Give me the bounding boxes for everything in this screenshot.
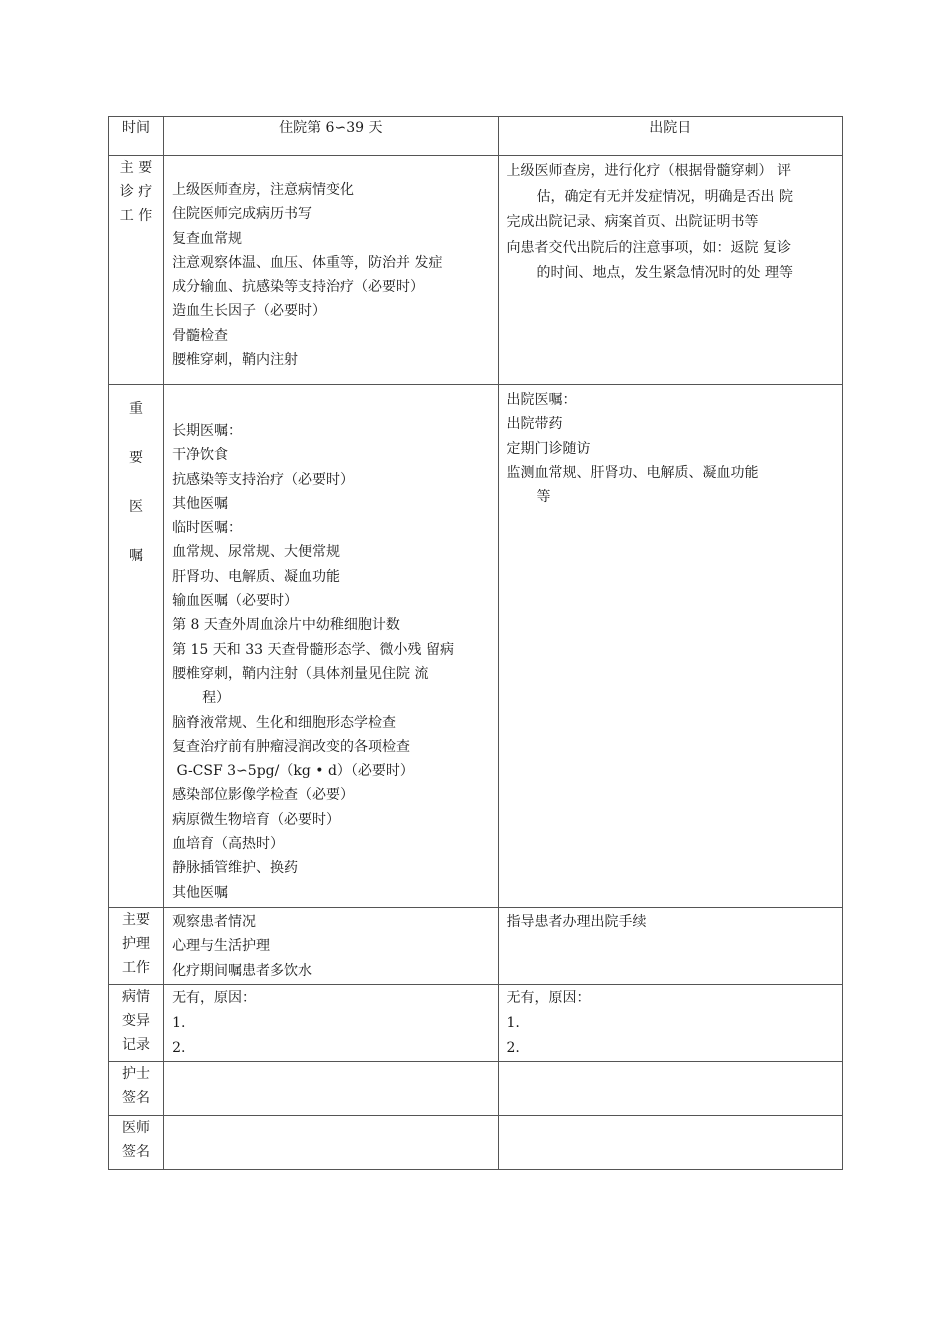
label-main-diagnosis-work (109, 156, 164, 385)
discharge-diagnosis-cell (498, 156, 842, 385)
list-item: G-CSF 3∽5pg/（kg • d）（必要时） (172, 763, 414, 780)
list-item: 血培育（高热时） (172, 836, 285, 853)
list-item: 向患者交代出院后的注意事项，如：返院 复诊 (506, 239, 791, 256)
list-item: 等 (536, 489, 551, 506)
list-item: 出院医嘱： (506, 392, 577, 408)
row-nurse-signature (109, 1062, 843, 1116)
label-line: 病情 (122, 989, 151, 1005)
header-row (109, 117, 843, 156)
list-item: 上级医师查房，进行化疗（根据骨髓穿刺） 评 (506, 163, 791, 179)
list-item: 第 15 天和 33 天查骨髓形态学、微小残 留病 (172, 641, 454, 658)
list-item: 复查治疗前有肿瘤浸润改变的各项检查 (172, 738, 411, 755)
list-item: 病原微生物培育（必要时） (172, 811, 341, 828)
list-item: 1. (506, 1015, 520, 1031)
discharge-variation-cell[interactable] (498, 985, 842, 1062)
list-item: 第 8 天查外周血涂片中幼稚细胞计数 (172, 617, 400, 634)
row-main-nursing-work (109, 908, 843, 985)
stay-nursing-cell (164, 908, 498, 985)
list-item: 出院带药 (506, 416, 563, 433)
list-item: 血常规、尿常规、大便常规 (172, 544, 341, 561)
list-item: 静脉插管维护、换药 (172, 860, 299, 877)
label-doctor-signature (109, 1116, 164, 1170)
label-line: 要 (129, 450, 144, 466)
label-line: 工作 (122, 960, 151, 976)
list-item: 其他医嘱 (172, 884, 229, 901)
list-item: 注意观察体温、血压、体重等，防治并 发症 (172, 254, 443, 271)
list-item: 骨髓检查 (172, 327, 229, 344)
label-line: 变异 (122, 1013, 151, 1029)
list-item: 造血生长因子（必要时） (172, 303, 327, 320)
label-line: 记录 (122, 1037, 151, 1053)
list-item: 上级医师查房，注意病情变化 (172, 182, 355, 198)
list-item: 无有，原因： (172, 990, 257, 1006)
list-item: 的时间、地点，发生紧急情况时的处 理等 (536, 265, 793, 281)
list-item: 感染部位影像学检查（必要） (172, 787, 355, 804)
list-item: 输血医嘱（必要时） (172, 593, 299, 610)
stay-orders-cell (164, 385, 498, 908)
list-item: 1. (172, 1015, 186, 1031)
list-item: 指导患者办理出院手续 (506, 914, 647, 930)
row-important-orders (109, 385, 843, 908)
stay-doctor-signature-field[interactable] (164, 1116, 498, 1170)
label-line: 医 (129, 499, 144, 515)
label-line: 工 作 (119, 208, 153, 224)
label-line: 重 (129, 401, 144, 417)
list-item: 长期医嘱： (172, 423, 243, 439)
label-nurse-signature (109, 1062, 164, 1116)
list-item: 程） (202, 690, 231, 707)
label-line: 主 要 (119, 160, 153, 176)
header-discharge-day: 出院日 (498, 117, 842, 156)
list-item: 住院医师完成病历书写 (172, 206, 313, 223)
list-item: 抗感染等支持治疗（必要时） (172, 471, 355, 488)
list-item: 临时医嘱： (172, 520, 243, 537)
label-main-nursing-work (109, 908, 164, 985)
label-line: 主要 (122, 912, 151, 928)
label-line: 护士 (122, 1066, 151, 1082)
list-item: 成分输血、抗感染等支持治疗（必要时） (172, 279, 425, 296)
row-doctor-signature (109, 1116, 843, 1170)
header-stay-days: 住院第 6∽39 天 (164, 117, 498, 156)
label-line: 医师 (122, 1120, 151, 1136)
stay-nurse-signature-field[interactable] (164, 1062, 498, 1116)
discharge-orders-cell (498, 385, 842, 908)
discharge-nursing-cell (498, 908, 842, 985)
label-line: 诊 疗 (119, 184, 153, 200)
list-item: 完成出院记录、病案首页、出院证明书等 (506, 214, 759, 230)
label-line: 签名 (122, 1144, 151, 1160)
list-item: 观察患者情况 (172, 914, 257, 930)
stay-variation-cell[interactable] (164, 985, 498, 1062)
label-important-orders (109, 385, 164, 908)
list-item: 2. (506, 1040, 520, 1056)
label-line: 嘱 (129, 548, 144, 564)
list-item: 无有，原因： (506, 990, 591, 1006)
list-item: 估，确定有无并发症情况，明确是否出 院 (536, 188, 793, 205)
clinical-pathway-table (108, 116, 843, 1170)
stay-diagnosis-cell (164, 156, 498, 385)
list-item: 其他医嘱 (172, 495, 229, 512)
list-item: 心理与生活护理 (172, 938, 271, 955)
label-line: 护理 (122, 936, 151, 952)
list-item: 定期门诊随访 (506, 440, 591, 457)
list-item: 监测血常规、肝肾功、电解质、凝血功能 (506, 464, 759, 481)
list-item: 腰椎穿刺，鞘内注射 (172, 352, 299, 369)
header-time: 时间 (109, 117, 164, 156)
list-item: 干净饮食 (172, 447, 229, 464)
list-item: 复查血常规 (172, 230, 243, 247)
list-item: 肝肾功、电解质、凝血功能 (172, 568, 341, 585)
list-item: 脑脊液常规、生化和细胞形态学检查 (172, 714, 397, 731)
row-variation-record (109, 985, 843, 1062)
list-item: 腰椎穿刺，鞘内注射（具体剂量见住院 流 (172, 665, 429, 682)
list-item: 2. (172, 1040, 186, 1056)
row-main-diagnosis-work (109, 156, 843, 385)
discharge-nurse-signature-field[interactable] (498, 1062, 842, 1116)
discharge-doctor-signature-field[interactable] (498, 1116, 842, 1170)
label-line: 签名 (122, 1090, 151, 1106)
label-variation-record (109, 985, 164, 1062)
list-item: 化疗期间嘱患者多饮水 (172, 962, 313, 979)
